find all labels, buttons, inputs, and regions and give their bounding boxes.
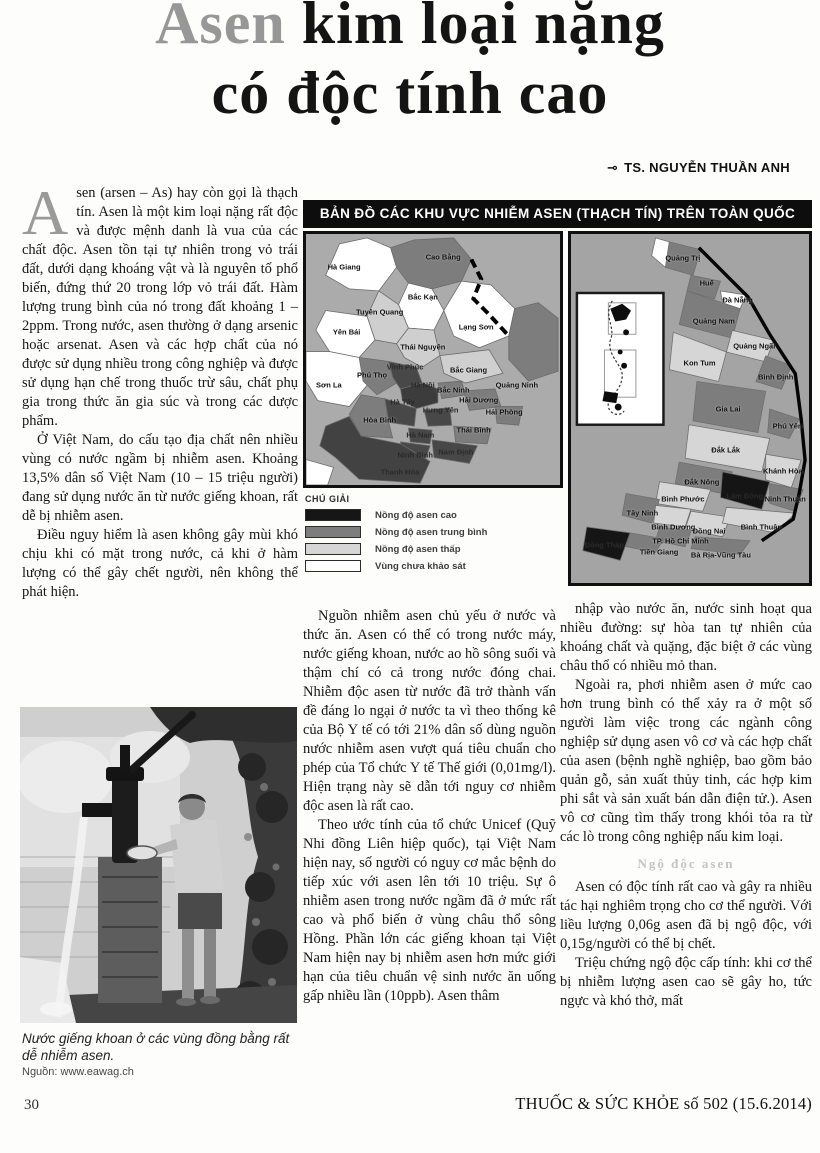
north-map-svg: [306, 234, 560, 485]
journal-footer: THUỐC & SỨC KHỎE số 502 (15.6.2014): [515, 1094, 812, 1113]
province-label: Quảng Ngãi: [733, 341, 776, 351]
right-column-top: [560, 600, 812, 847]
province-label: Đồng Nai: [692, 526, 726, 536]
province-label: Phú Yên: [772, 421, 803, 431]
province-label: Phú Thọ: [357, 370, 388, 380]
legend-swatch: [305, 560, 361, 572]
map-title-bar: BẢN ĐỒ CÁC KHU VỰC NHIỄM ASEN (THẠCH TÍN) TRÊN TOÀN QUỐC: [303, 200, 812, 228]
author-arrow-icon: ⊸: [606, 161, 619, 176]
province-label: Hà Nam: [406, 430, 435, 440]
legend-swatch: [305, 526, 361, 538]
map-legend: [305, 494, 559, 577]
paragraph: Triệu chứng ngộ độc cấp tính: khi cơ thể bị nhiễm lượng asen cao sẽ gây ho, tức ngực và khó thở, mất: [560, 955, 812, 1009]
province-label: Hải Phòng: [485, 407, 523, 417]
drop-cap: A: [22, 177, 69, 248]
legend-item: [305, 560, 559, 572]
north-vietnam-map: [303, 231, 563, 488]
column-middle: [303, 607, 556, 1006]
right-column-bottom: [560, 878, 812, 1011]
province-label: Lạng Sơn: [458, 322, 494, 332]
province-label: TP. Hồ Chí Minh: [652, 536, 709, 546]
province-label: Tây Ninh: [626, 508, 659, 518]
province-label: Hà Nội: [410, 380, 435, 390]
author-name: TS. NGUYỄN THUẦN ANH: [624, 160, 790, 175]
province-label: Đà Nẵng: [722, 295, 753, 305]
legend-item: [305, 526, 559, 538]
province-label: Bắc Giang: [450, 365, 488, 375]
province-label: Đắk Nông: [684, 477, 720, 487]
province-label: Gia Lai: [715, 404, 741, 413]
legend-swatch: [305, 509, 361, 521]
legend-label: Vùng chưa khảo sát: [375, 560, 466, 572]
province-label: Bình Thuận: [740, 522, 783, 532]
legend-title: CHÚ GIẢI: [305, 494, 350, 504]
province-label: Lâm Đồng: [726, 491, 764, 501]
province-label: Hải Dương: [459, 395, 499, 405]
paragraph: Theo ước tính của tổ chức Unicef (Quỹ Nhi đồng Liên hiệp quốc), tại Việt Nam hiện nay, số người có nguy cơ mắc bệnh do tiếp xúc với asen lên tới 10 triệu. Sự ô nhiễm asen trong nước ngầm đã ở mức rất cao và phổ biến ở vùng châu thổ sông Hồng. Phần lớn các giếng khoan tại Việt Nam hiện nay bị nhiễm asen hơn mức giới hạn của tiêu chuẩn vệ sinh nước ăn uống gấp nhiều lần (10ppb). Asen thâm: [303, 817, 556, 1004]
map-panels: [303, 228, 812, 590]
province-label: Bắc Ninh: [437, 385, 470, 395]
province-label: Tiền Giang: [639, 547, 679, 557]
province-label: Nam Định: [438, 447, 474, 457]
title-word-asen: Asen: [155, 0, 286, 56]
province-label: Đồng Tháp: [584, 540, 624, 550]
province-label: Bình Dương: [651, 522, 696, 532]
photo-source: Nguồn: www.eawag.ch: [22, 1066, 134, 1078]
province-label: Ninh Bình: [397, 450, 433, 460]
vietnam-inset-map: [577, 293, 664, 425]
legend-label: Nồng độ asen trung bình: [375, 526, 488, 538]
photo-caption-text: Nước giếng khoan ở các vùng đồng bằng rất dễ nhiễm asen.: [22, 1031, 290, 1063]
article-title: [0, 0, 820, 128]
province-label: Huế: [699, 278, 714, 288]
province-label: Ninh Thuận: [764, 494, 806, 504]
title-line1: [0, 0, 820, 58]
province-label: Kon Tum: [683, 358, 716, 368]
province-label: Hà Tây: [390, 397, 415, 407]
legend-item: [305, 543, 559, 555]
paragraph: Nguồn nhiễm asen chủ yếu ở nước và thức ăn. Asen có thể có trong nước máy, nước giếng khoan, nước ao hồ sông suối và thậm chí có cả trong nước đóng chai. Nhiễm độc asen từ nước đã trở thành vấn đề đáng lo ngại ở nước ta vì theo thống kê của Bộ Y tế có tới 21% dân số dùng nguồn nước nhiễm asen vượt quá tiêu chuẩn cho phép của Tổ chức Y tế Thế giới (0,01mg/l). Hiện trạng này sẽ dẫn tới nguy cơ nhiễm độc asen là rất cao.: [303, 608, 556, 814]
province-label: Quảng Trị: [665, 253, 701, 263]
province-label: Thanh Hóa: [380, 467, 420, 477]
title-line2: có độc tính cao: [211, 60, 609, 126]
province-label: Thái Bình: [456, 425, 491, 435]
paragraph: Asen có độc tính rất cao và gây ra nhiều tác hại nghiêm trọng cho cơ thể người. Với liều lượng 0,06g asen đã bị ngộ độc, với 0,15g/người có thể bị chết.: [560, 879, 812, 952]
province-label: Bắc Kạn: [407, 292, 438, 302]
column-right: [560, 600, 812, 1011]
legend-items: [305, 509, 559, 572]
paragraph: Điều nguy hiểm là asen không gây mùi khó chịu khi có mặt trong nước, cả khi ở hàm lượng có thể gây chết người, nên không thể phát hiện.: [22, 527, 298, 600]
province-label: Đắk Lắk: [711, 445, 741, 455]
paragraph: Ngoài ra, phơi nhiễm asen ở mức cao hơn trung bình có thể xảy ra ở một số người làm việc trong các ngành công nghiệp sử dụng asen vô cơ và các hợp chất của asen (bệnh nghề nghiệp, bao gồm bảo quản gỗ, sản xuất thủy tinh, các hợp kim phi sắt và sản xuất bán dẫn điện tử.). Asen vô cơ cũng tìm thấy trong khói tỏa ra từ các lò trong công nghiệp nấu kim loại.: [560, 677, 812, 845]
page-number: 30: [24, 1097, 39, 1113]
paragraph: nhập vào nước ăn, nước sinh hoạt qua nhiều đường: sự hòa tan tự nhiên của khoáng chất và quặng, đặc biệt ở các vùng châu thổ có nhiều mỏ than.: [560, 601, 812, 674]
south-vietnam-map: [568, 231, 812, 586]
province-label: Hòa Bình: [363, 415, 397, 425]
title-line1-rest: kim loại nặng: [285, 0, 665, 56]
photo-illustration-svg: [20, 707, 297, 1023]
asen-map-block: [303, 200, 812, 590]
province-label: Tuyên Quang: [355, 307, 404, 317]
paragraph: Ở Việt Nam, do cấu tạo địa chất nên nhiều vùng có nước ngầm bị nhiễm asen. Khoảng 13,5% dân số Việt Nam (10 – 15 triệu người) đang sử dụng nước ăn từ nước giếng khoan, rất dễ bị nhiễm asen.: [22, 432, 298, 524]
section-heading-ngo-doc-asen: Ngộ độc asen: [637, 856, 735, 871]
legend-label: Nồng độ asen cao: [375, 509, 457, 521]
province-label: Bà Rịa-Vũng Tàu: [690, 550, 751, 560]
author-line: [607, 160, 790, 176]
province-label: Hưng Yên: [422, 405, 459, 415]
province-label: Quảng Ninh: [495, 380, 539, 390]
province-label: Sơn La: [315, 380, 342, 390]
photo-caption: [22, 1030, 300, 1078]
province-label: Bình Phước: [661, 494, 705, 504]
province-label: Thái Nguyên: [400, 342, 446, 352]
paragraph: Asen (arsen – As) hay còn gọi là thạch tín. Asen là một kim loại nặng rất độc và được mệnh danh là vua của các chất độc. Asen tồn tại tự nhiên trong vỏ trái đất, dưới dạng khoáng vật và là nguyên tố phổ biến, đứng thứ 20 trong lớp vỏ trái đất. Hàm lượng trung bình của nó trong đất khoảng 1 – 2ppm. Trong nước, asen thường ở dạng arsenic hoặc arsenat. Asen và các hợp chất của nó được sử dụng nhiều trong công nghiệp và được sử dụng hạn chế trong thuốc trừ sâu, chất phụ gia trong thức ăn gia súc và trong các dược phẩm.: [22, 177, 298, 429]
province-label: Hà Giang: [327, 262, 361, 272]
legend-swatch: [305, 543, 361, 555]
province-label: Cao Bằng: [425, 252, 461, 262]
photo-well-pump: [20, 707, 297, 1023]
province-label: Quảng Nam: [692, 316, 735, 326]
legend-label: Nồng độ asen thấp: [375, 543, 461, 555]
province-label: Khánh Hòa: [763, 466, 803, 476]
province-label: Vĩnh Phúc: [386, 362, 424, 372]
province-label: Bình Định: [757, 372, 794, 382]
province-label: Yên Bái: [332, 327, 361, 337]
column-left: [22, 177, 298, 602]
legend-item: [305, 509, 559, 521]
